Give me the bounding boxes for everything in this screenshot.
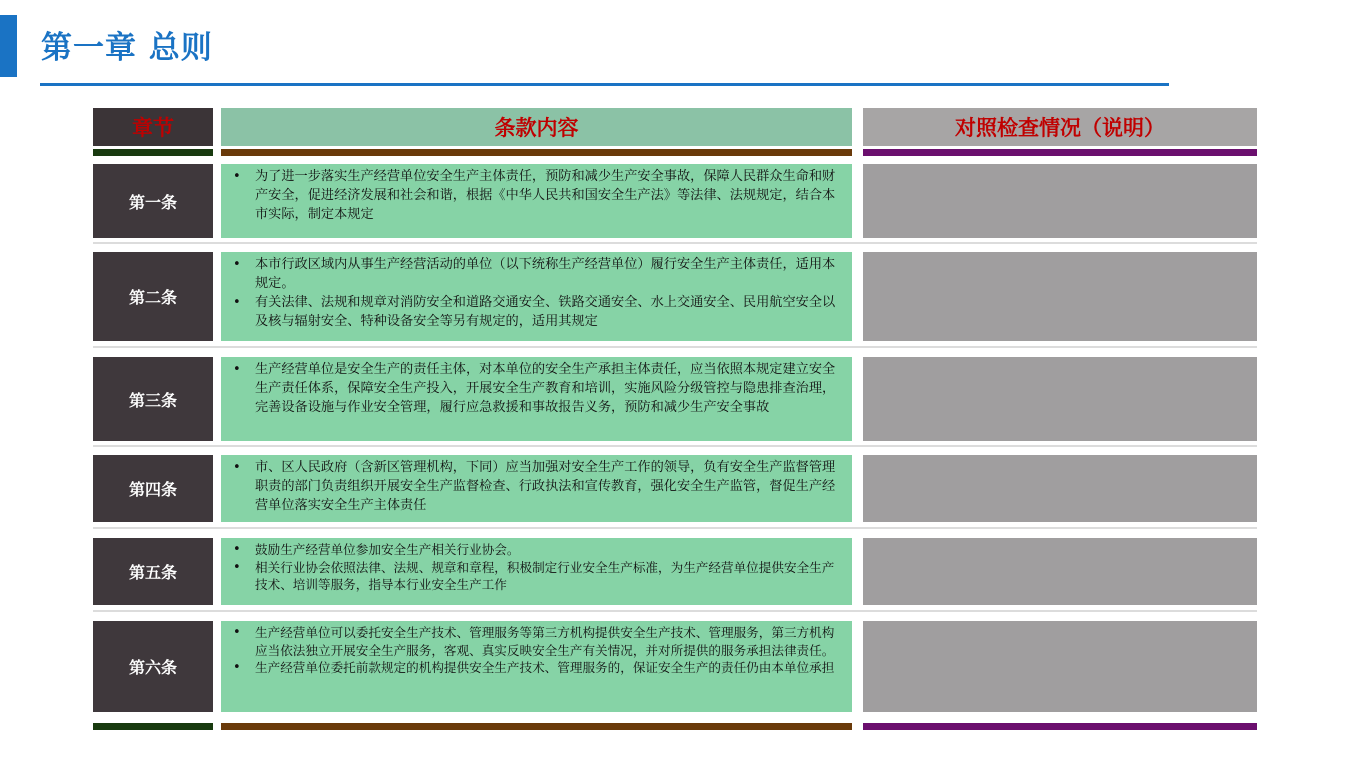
article-label: 第四条 xyxy=(93,455,213,522)
article-content xyxy=(221,164,852,238)
table-row xyxy=(0,621,1350,712)
header-color-bar-section xyxy=(93,149,213,156)
article-content xyxy=(221,455,852,522)
header-color-bar-check xyxy=(863,149,1257,156)
article-content xyxy=(221,252,852,341)
table-row xyxy=(0,455,1350,522)
article-label: 第六条 xyxy=(93,621,213,712)
column-header-content: 条款内容 xyxy=(221,108,852,146)
title-accent-bar xyxy=(0,15,17,77)
check-cell[interactable] xyxy=(863,538,1257,605)
row-divider xyxy=(93,527,1257,529)
row-divider xyxy=(93,445,1257,447)
table-row xyxy=(0,252,1350,341)
clause-item: • 本市行政区域内从事生产经营活动的单位（以下统称生产经营单位）履行安全生产主体责任，适用本规定。 xyxy=(231,255,842,293)
footer-color-bar-section xyxy=(93,723,213,730)
row-divider xyxy=(93,242,1257,244)
header-color-bar-content xyxy=(221,149,852,156)
clause-item: • 生产经营单位委托前款规定的机构提供安全生产技术、管理服务的，保证安全生产的责任仍由本单位承担 xyxy=(231,659,842,677)
check-cell[interactable] xyxy=(863,357,1257,441)
clause-item: • 生产经营单位是安全生产的责任主体，对本单位的安全生产承担主体责任，应当依照本规定建立安全生产责任体系，保障安全生产投入，开展安全生产教育和培训，实施风险分级管控与隐患排查治理，完善设备设施与作业安全管理，履行应急救援和事故报告义务，预防和减少生产安全事故 xyxy=(231,360,842,417)
check-cell[interactable] xyxy=(863,164,1257,238)
article-label: 第三条 xyxy=(93,357,213,441)
column-header-check: 对照检查情况（说明） xyxy=(863,108,1257,146)
title-underline xyxy=(40,83,1169,86)
row-divider xyxy=(93,610,1257,612)
page-title: 第一章 总则 xyxy=(41,30,213,66)
footer-color-bar-check xyxy=(863,723,1257,730)
table-row xyxy=(0,538,1350,605)
clause-item: • 生产经营单位可以委托安全生产技术、管理服务等第三方机构提供安全生产技术、管理服务，第三方机构应当依法独立开展安全生产服务，客观、真实反映安全生产有关情况，并对所提供的服务承担法律责任。 xyxy=(231,624,842,659)
check-cell[interactable] xyxy=(863,252,1257,341)
clause-item: • 为了进一步落实生产经营单位安全生产主体责任，预防和减少生产安全事故，保障人民群众生命和财产安全，促进经济发展和社会和谐，根据《中华人民共和国安全生产法》等法律、法规规定，结合本市实际，制定本规定 xyxy=(231,167,842,224)
article-label: 第二条 xyxy=(93,252,213,341)
clause-item: • 相关行业协会依照法律、法规、规章和章程，积极制定行业安全生产标准，为生产经营单位提供安全生产技术、培训等服务，指导本行业安全生产工作 xyxy=(231,559,842,594)
footer-color-bar-content xyxy=(221,723,852,730)
article-label: 第一条 xyxy=(93,164,213,238)
clause-item: • 鼓励生产经营单位参加安全生产相关行业协会。 xyxy=(231,541,842,559)
article-content xyxy=(221,357,852,441)
column-header-section: 章节 xyxy=(93,108,213,146)
clause-item: • 有关法律、法规和规章对消防安全和道路交通安全、铁路交通安全、水上交通安全、民用航空安全以及核与辐射安全、特种设备安全等另有规定的，适用其规定 xyxy=(231,293,842,331)
table-row xyxy=(0,357,1350,441)
row-divider xyxy=(93,346,1257,348)
article-label: 第五条 xyxy=(93,538,213,605)
check-cell[interactable] xyxy=(863,621,1257,712)
clause-item: • 市、区人民政府（含新区管理机构，下同）应当加强对安全生产工作的领导，负有安全生产监督管理职责的部门负责组织开展安全生产监督检查、行政执法和宣传教育，强化安全生产监管，督促生产经营单位落实安全生产主体责任 xyxy=(231,458,842,515)
article-content xyxy=(221,538,852,605)
table-row xyxy=(0,164,1350,238)
check-cell[interactable] xyxy=(863,455,1257,522)
article-content xyxy=(221,621,852,712)
